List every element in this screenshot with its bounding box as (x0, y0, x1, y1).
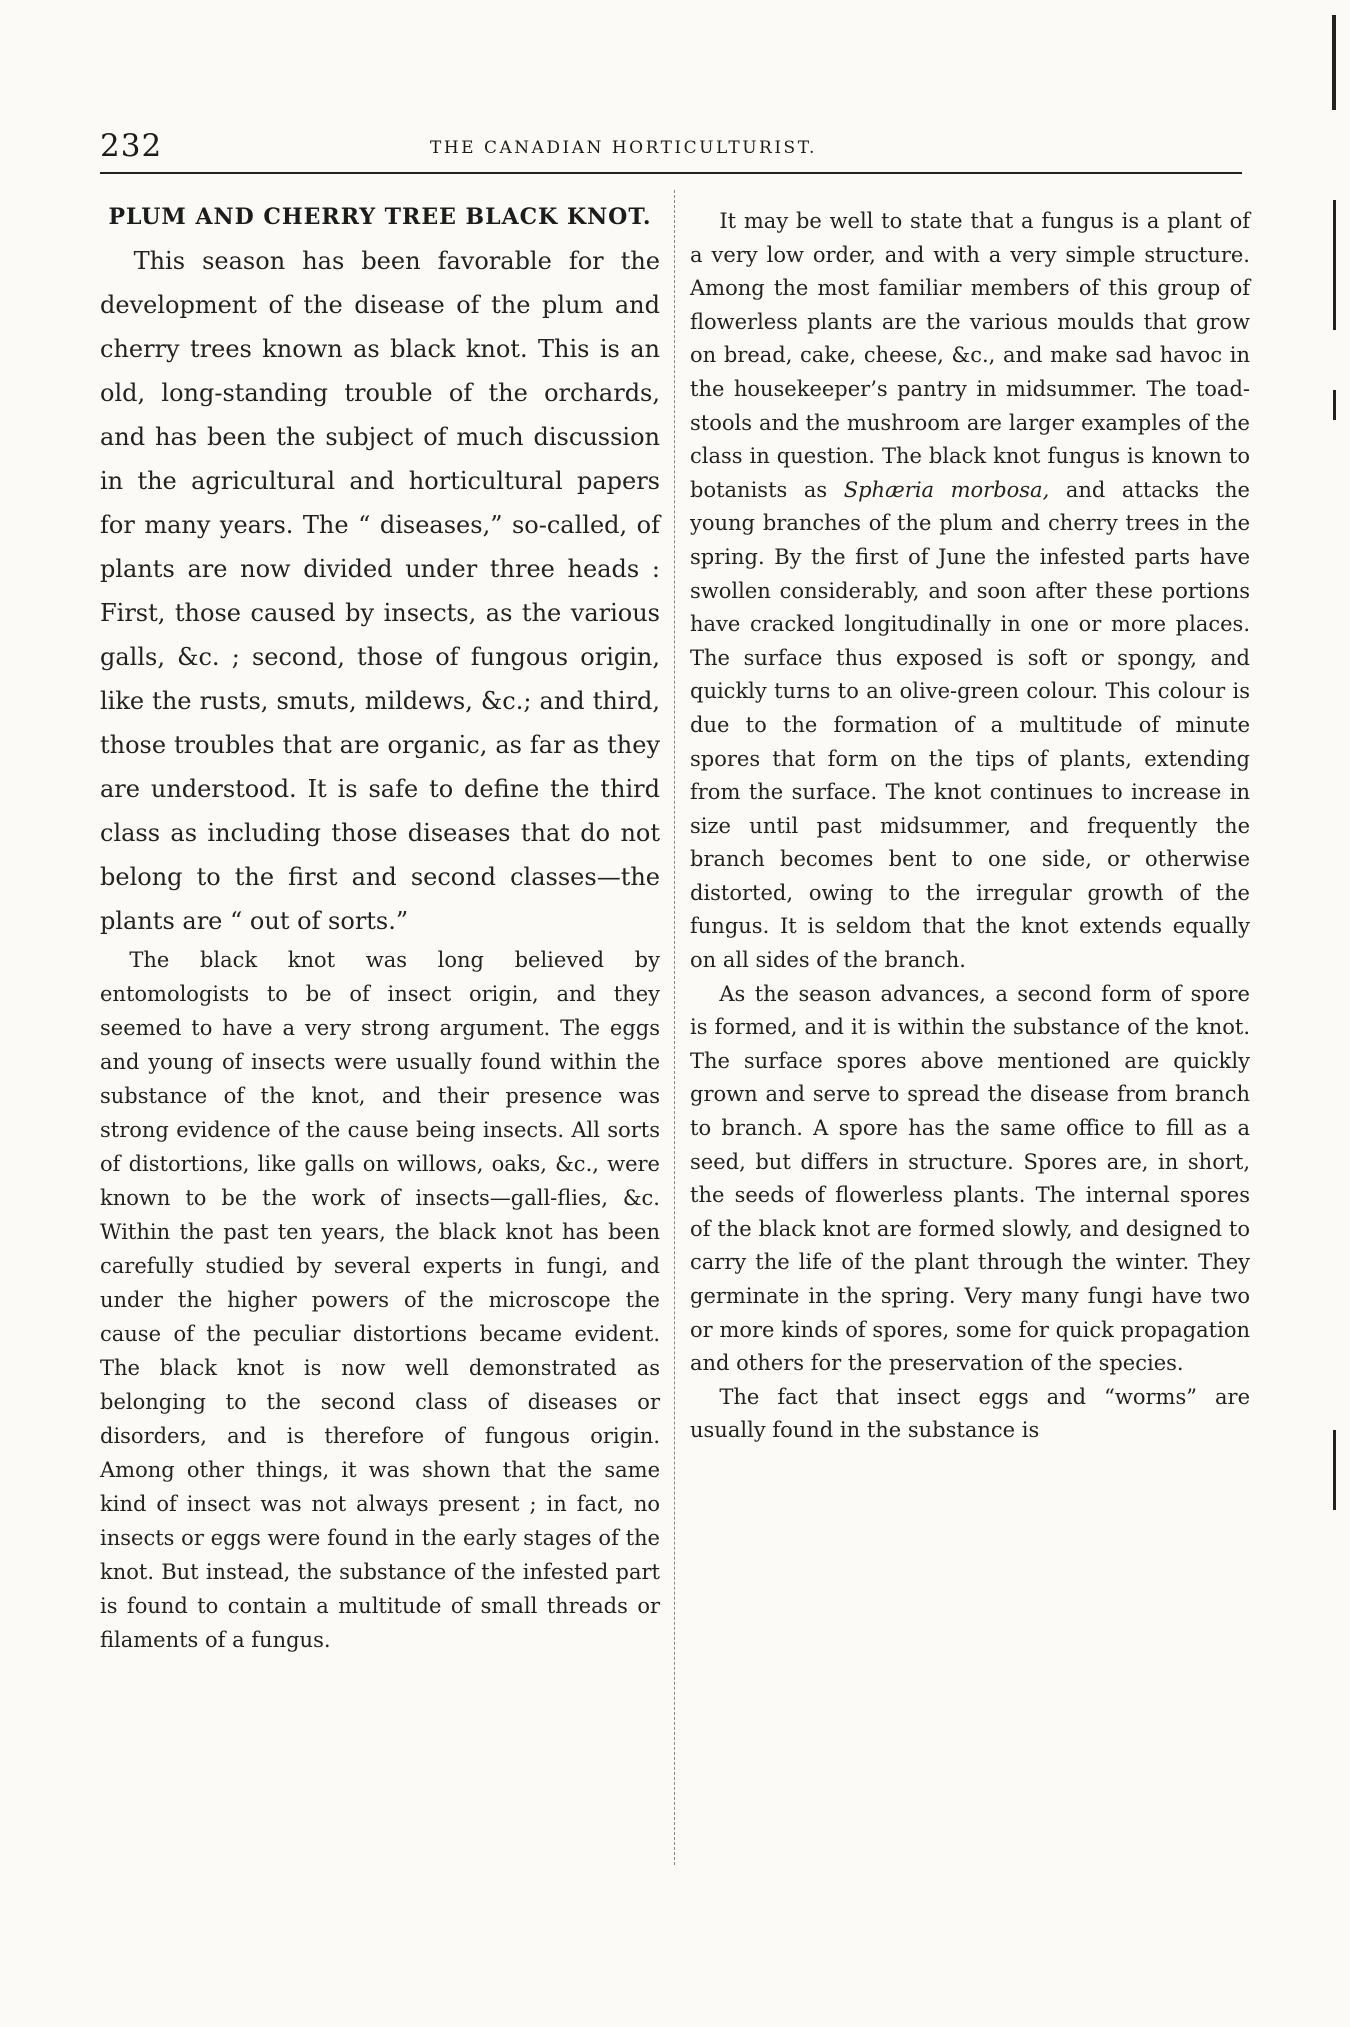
paragraph: This season has been favorable for the development of the disease of the plum and cherry trees known as black knot. This is an old, long-standing trouble of the orchards, and has been the subject of much discussion in the agricultural and horticultural papers for many years. The “ diseases,” so-called, of plants are now divided under three heads : First, those caused by insects, as the various galls, &c. ; second, those of fungous origin, like the rusts, smuts, mildews, &c.; and third, those troubles that are organic, as far as they are understood. It is safe to define the third class as including those diseases that do not belong to the first and second classes—the plants are “ out of sorts.” (100, 247, 660, 935)
column-divider (674, 190, 675, 1865)
margin-mark (1333, 200, 1336, 330)
paragraph (690, 205, 1250, 978)
paragraph: As the season advances, a second form of spore is formed, and it is within the substance of the knot. The surface spores above mentioned are quickly grown and serve to spread the disease from branch to branch. A spore has the same office to fill as a seed, but differs in structure. Spores are, in short, the seeds of flowerless plants. The internal spores of the black knot are formed slowly, and designed to carry the life of the plant through the winter. They germinate in the spring. Very many fungi have two or more kinds of spores, some for quick propagation and others for the preservation of the species. (690, 981, 1250, 1376)
article-title: PLUM AND CHERRY TREE BLACK KNOT. (108, 204, 652, 230)
right-column (690, 205, 1250, 1448)
page-number: 232 (100, 128, 163, 164)
paragraph-text: and attacks the young branches of the plum and cherry trees in the spring. By the first of June the infested parts have swollen considerably, and soon after these portions have cracked longitudinally in one or more places. The surface thus exposed is soft or spongy, and quickly turns to an olive-green colour. This colour is due to the formation of a multitude of minute spores that form on the tips of plants, extending from the surface. The knot continues to increase in size until past midsummer, and frequently the branch becomes bent to one side, or otherwise distorted, owing to the irregular growth of the fungus. It is seldom that the knot extends equally on all sides of the branch. (690, 477, 1250, 973)
left-column (100, 205, 660, 1657)
header-rule (100, 172, 1242, 174)
paragraph: The black knot was long believed by entomologists to be of insect origin, and they seemed to have a very strong argument. The eggs and young of insects were usually found within the substance of the knot, and their presence was strong evidence of the cause being insects. All sorts of distortions, like galls on willows, oaks, &c., were known to be the work of insects—gall-flies, &c. Within the past ten years, the black knot has been carefully studied by several experts in fungi, and under the higher powers of the microscope the cause of the peculiar distortions became evident. The black knot is now well demonstrated as belonging to the second class of diseases or disorders, and is therefore of fungous origin. Among other things, it was shown that the same kind of insect was not always present ; in fact, no insects or eggs were found in the early stages of the knot. But instead, the substance of the infested part is found to contain a multitude of small threads or filaments of a fungus. (100, 948, 660, 1652)
paragraph: The fact that insect eggs and “worms” are usually found in the substance is (690, 1384, 1250, 1443)
species-name: Sphæria morbosa, (843, 477, 1050, 502)
margin-mark (1332, 15, 1336, 110)
page-header (100, 128, 1240, 178)
margin-mark (1333, 390, 1336, 420)
margin-mark (1333, 1430, 1336, 1510)
running-title: THE CANADIAN HORTICULTURIST. (430, 138, 817, 158)
paragraph-text: It may be well to state that a fungus is a plant of a very low order, and with a very simple structure. Among the most familiar members of this group of flowerless plants are the various moulds that grow on bread, cake, cheese, &c., and make sad havoc in the housekeeper’s pantry in midsummer. The toad-stools and the mushroom are larger examples of the class in question. The black knot fungus is known to botanists as (690, 209, 1250, 502)
